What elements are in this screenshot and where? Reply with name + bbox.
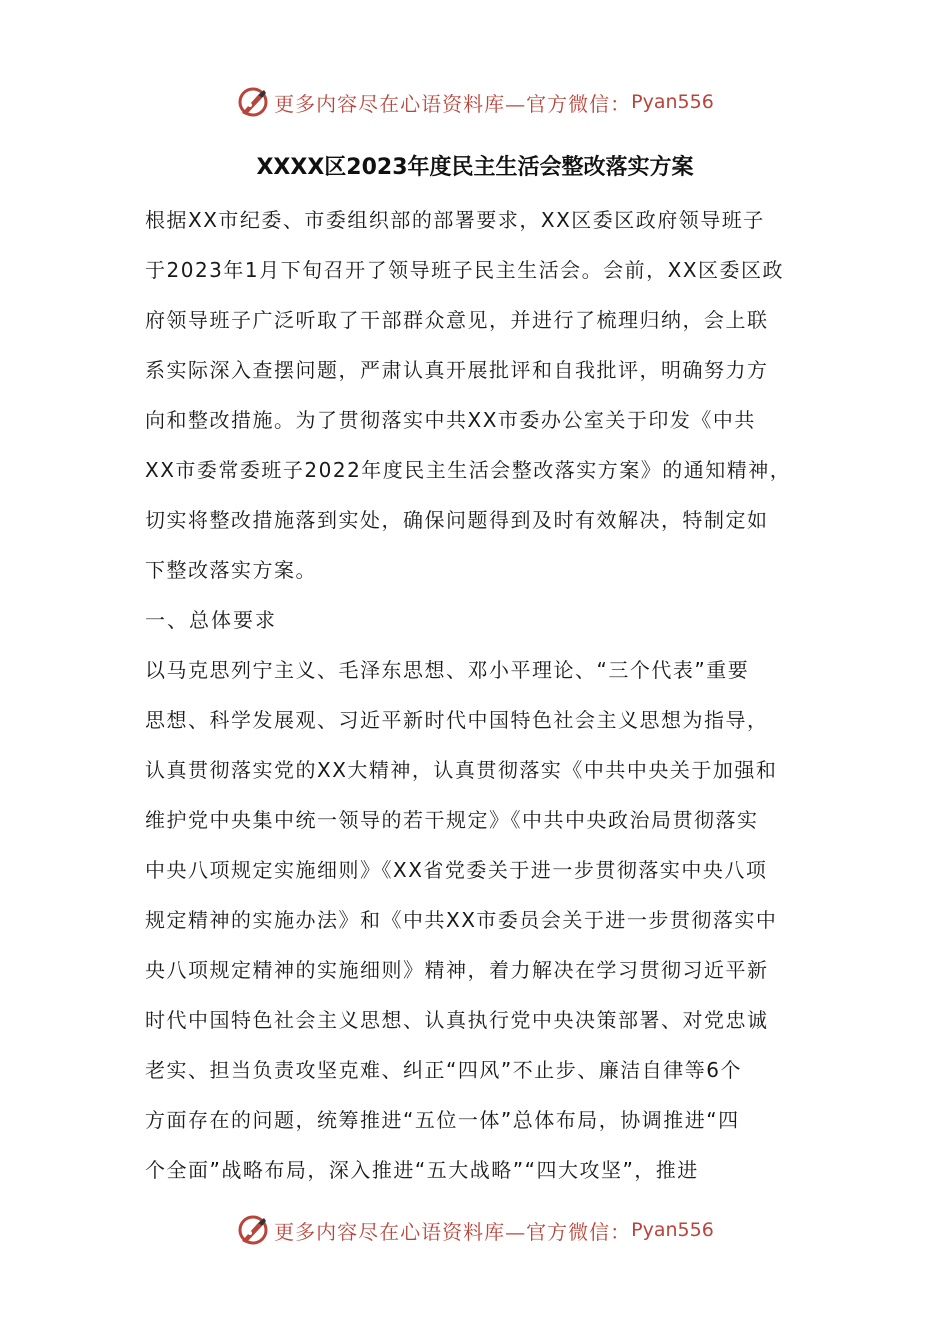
watermark-handle: Pyan556 [631, 1219, 714, 1241]
section-heading: 一、总体要求 [145, 608, 277, 632]
document-title: XXXX区2023年度民主生活会整改落实方案 [256, 155, 694, 180]
paragraph-line: 系实际深入查摆问题，严肃认真开展批评和自我批评，明确努力方 [145, 358, 769, 382]
watermark-text: 更多内容尽在心语资料库—官方微信： [274, 91, 632, 116]
paragraph-line: 向和整改措施。为了贯彻落实中共XX市委办公室关于印发《中共 [145, 408, 756, 432]
paragraph-line: 规定精神的实施办法》和《中共XX市委员会关于进一步贯彻落实中 [145, 908, 778, 932]
paragraph-line: 根据XX市纪委、市委组织部的部署要求，XX区委区政府领导班子 [145, 208, 765, 232]
watermark-text: 更多内容尽在心语资料库—官方微信： [274, 1219, 632, 1244]
paragraph-line: 老实、担当负责攻坚克难、纠正“四风”不止步、廉洁自律等6个 [145, 1058, 742, 1082]
paragraph-line: 维护党中央集中统一领导的若干规定》《中共中央政治局贯彻落实 [145, 808, 759, 832]
paragraph-line: 于2023年1月下旬召开了领导班子民主生活会。会前，XX区委区政 [145, 258, 785, 282]
paragraph-line: 思想、科学发展观、习近平新时代中国特色社会主义思想为指导， [145, 708, 769, 732]
paragraph-line: XX市委常委班子2022年度民主生活会整改落实方案》的通知精神， [145, 458, 792, 482]
paragraph-line: 个全面”战略布局，深入推进“五大战略”“四大攻坚”，推进 [145, 1158, 699, 1182]
paragraph-line: 认真贯彻落实党的XX大精神，认真贯彻落实《中共中央关于加强和 [145, 758, 778, 782]
paragraph-line: 府领导班子广泛听取了干部群众意见，并进行了梳理归纳，会上联 [145, 308, 769, 332]
paragraph-line: 中央八项规定实施细则》《XX省党委关于进一步贯彻落实中央八项 [145, 858, 768, 882]
paragraph-line: 下整改落实方案。 [145, 558, 317, 582]
pen-logo-icon [236, 1213, 270, 1247]
pen-logo-icon [236, 85, 270, 119]
paragraph-line: 切实将整改措施落到实处，确保问题得到及时有效解决，特制定如 [145, 508, 769, 532]
paragraph-line: 方面存在的问题，统筹推进“五位一体”总体布局，协调推进“四 [145, 1108, 740, 1132]
watermark-banner-top [0, 82, 950, 122]
paragraph-line: 时代中国特色社会主义思想、认真执行党中央决策部署、对党忠诚 [145, 1008, 769, 1032]
watermark-handle: Pyan556 [631, 91, 714, 113]
paragraph-line: 以马克思列宁主义、毛泽东思想、邓小平理论、“三个代表”重要 [145, 658, 750, 682]
watermark-banner-bottom [0, 1210, 950, 1250]
paragraph-line: 央八项规定精神的实施细则》精神，着力解决在学习贯彻习近平新 [145, 958, 769, 982]
document-body [145, 195, 813, 1195]
